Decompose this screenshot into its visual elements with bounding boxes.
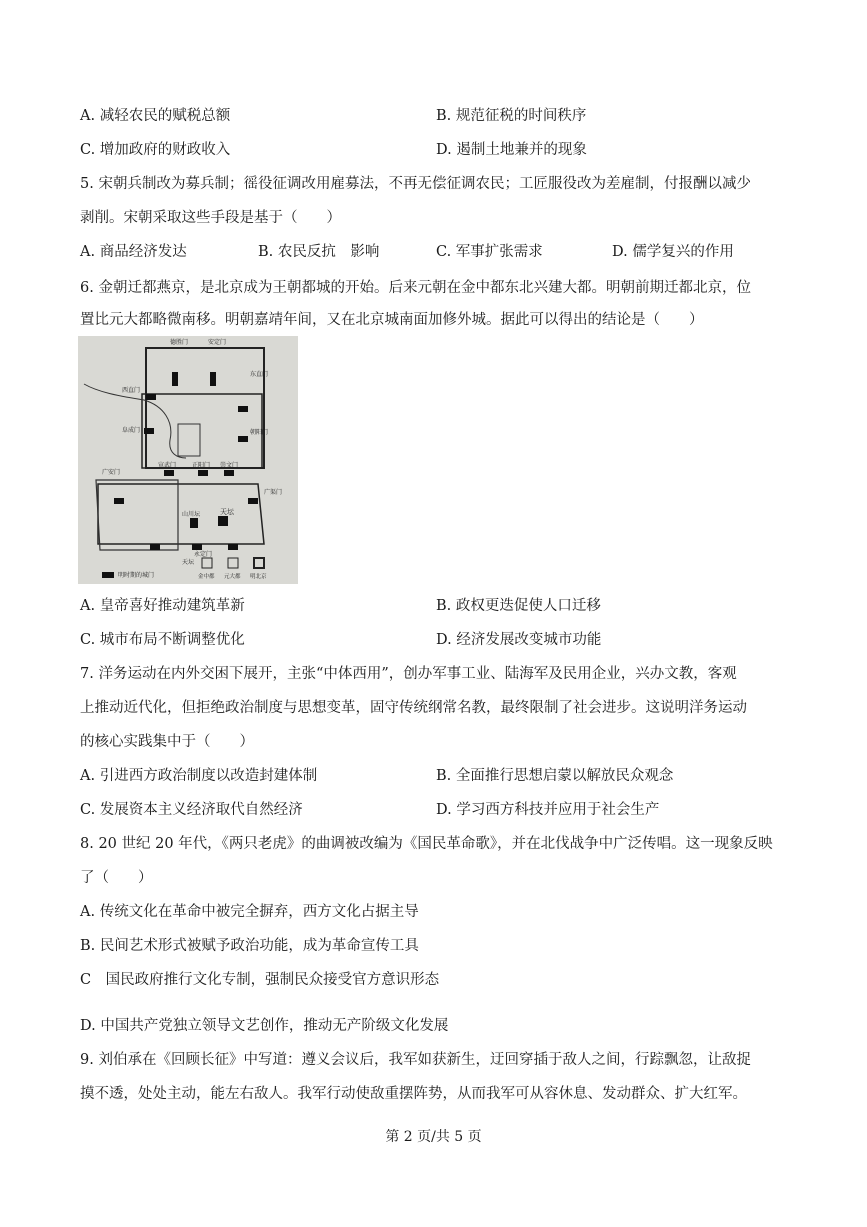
shanchuantan-label: 山川坛 <box>182 511 201 518</box>
legend-jin-label: 金中都 <box>198 574 215 580</box>
q5-option-a: A. 商品经济发达 <box>80 244 187 260</box>
q8-option-d: D. 中国共产党独立领导文艺创作，推动无产阶级文化发展 <box>80 1018 449 1034</box>
q8-stem-line-1: 8. 20 世纪 20 年代，《两只老虎》的曲调被改编为《国民革命歌》，并在北伐战争中广泛传唱。这一现象反映 <box>80 836 773 852</box>
gate-markers <box>102 372 258 578</box>
q6-stem-line-1: 6. 金朝迁都燕京，是北京成为王朝都城的开始。后来元朝在金中都东北兴建大都。明朝前期迁都北京，位 <box>80 280 751 296</box>
q6-stem-line-2: 置比元大都略微南移。明朝嘉靖年间，又在北京城南面加修外城。据此可以得出的结论是（ ） <box>80 312 704 328</box>
legend-yuan-symbol <box>228 558 238 568</box>
ming-outer-city-wall <box>98 484 264 544</box>
gate-label: 东直门 <box>250 371 269 378</box>
imperial-palace-outline <box>178 424 200 456</box>
legend-jin-symbol <box>202 558 212 568</box>
q6-option-d: D. 经济发展改变城市功能 <box>436 632 602 648</box>
gate-label: 西直门 <box>122 387 141 394</box>
gate-label: 崇文门 <box>220 462 239 469</box>
gate-label: 正阳门 <box>192 462 211 469</box>
gate-label: 广安门 <box>102 469 121 476</box>
jin-zhongdu-wall <box>96 480 178 550</box>
q7-stem-line-2: 上推动近代化，但拒绝政治制度与思想变革，固守传统纲常名教，最终限制了社会进步。这说明洋务运动 <box>80 700 747 716</box>
legend-ming-symbol <box>254 558 264 568</box>
tiantan-label: 天坛 <box>220 508 234 516</box>
tiantan-legend-label: 天坛 <box>182 559 195 566</box>
q5-stem-line-1: 5. 宋朝兵制改为募兵制；徭役征调改用雇募法，不再无偿征调农民；工匠服役改为差雇制，付报酬以减少 <box>80 176 751 192</box>
q7-option-d: D. 学习西方科技并应用于社会生产 <box>436 802 660 818</box>
q8-option-c: C 国民政府推行文化专制，强制民众接受官方意识形态 <box>80 972 440 988</box>
q7-option-a: A. 引进西方政治制度以改造封建体制 <box>80 768 318 784</box>
legend-ming-label: 明北京 <box>250 574 267 580</box>
gate-label: 德胜门 <box>170 339 189 346</box>
river-line <box>84 384 186 458</box>
q6-option-a: A. 皇帝喜好推动建筑革新 <box>80 598 245 614</box>
legend-gate-label: 明时期的城门 <box>118 572 155 579</box>
q7-option-b: B. 全面推行思想启蒙以解放民众观念 <box>436 768 674 784</box>
ming-inner-city-wall <box>142 394 262 468</box>
gate-label: 永定门 <box>194 551 213 558</box>
gate-label: 安定门 <box>208 339 227 346</box>
q4-option-c: C. 增加政府的财政收入 <box>80 142 231 158</box>
q7-stem-line-1: 7. 洋务运动在内外交困下展开，主张“中体西用”，创办军事工业、陆海军及民用企业，兴办文教，客观 <box>80 666 737 682</box>
q4-option-b: B. 规范征税的时间秩序 <box>436 108 587 124</box>
q6-option-b: B. 政权更迭促使人口迁移 <box>436 598 601 614</box>
beijing-city-map-figure <box>78 336 298 584</box>
q7-option-c: C. 发展资本主义经济取代自然经济 <box>80 802 303 818</box>
q9-stem-line-2: 摸不透，处处主动，能左右敌人。我军行动使敌重摆阵势，从而我军可从容休息、发动群众、扩大红军。 <box>80 1086 747 1102</box>
q4-option-d: D. 遏制土地兼并的现象 <box>436 142 587 158</box>
q9-stem-line-1: 9. 刘伯承在《回顾长征》中写道：遵义会议后，我军如获新生，迂回穿插于敌人之间，行踪飘忽，让敌捉 <box>80 1052 751 1068</box>
q5-option-b: B. 农民反抗 影响 <box>258 244 380 260</box>
q7-stem-line-3: 的核心实践集中于（ ） <box>80 734 254 750</box>
gate-label: 朝阳门 <box>250 429 269 436</box>
q4-option-a: A. 减轻农民的赋税总额 <box>80 108 231 124</box>
q5-option-c: C. 军事扩张需求 <box>436 244 543 260</box>
q6-option-c: C. 城市布局不断调整优化 <box>80 632 245 648</box>
gate-label: 宣武门 <box>158 462 177 469</box>
gate-label: 阜成门 <box>122 427 141 434</box>
q8-stem-line-2: 了（ ） <box>80 870 153 886</box>
page-number-footer: 第 2 页/共 5 页 <box>385 1129 482 1145</box>
q5-option-d: D. 儒学复兴的作用 <box>612 244 734 260</box>
q8-option-b: B. 民间艺术形式被赋予政治功能，成为革命宣传工具 <box>80 938 419 954</box>
legend-yuan-label: 元大都 <box>224 574 241 580</box>
q8-option-a: A. 传统文化在革命中被完全摒弃，西方文化占据主导 <box>80 904 419 920</box>
q5-stem-line-2: 剥削。宋朝采取这些手段是基于（ ） <box>80 210 341 226</box>
gate-label: 广渠门 <box>264 489 283 496</box>
